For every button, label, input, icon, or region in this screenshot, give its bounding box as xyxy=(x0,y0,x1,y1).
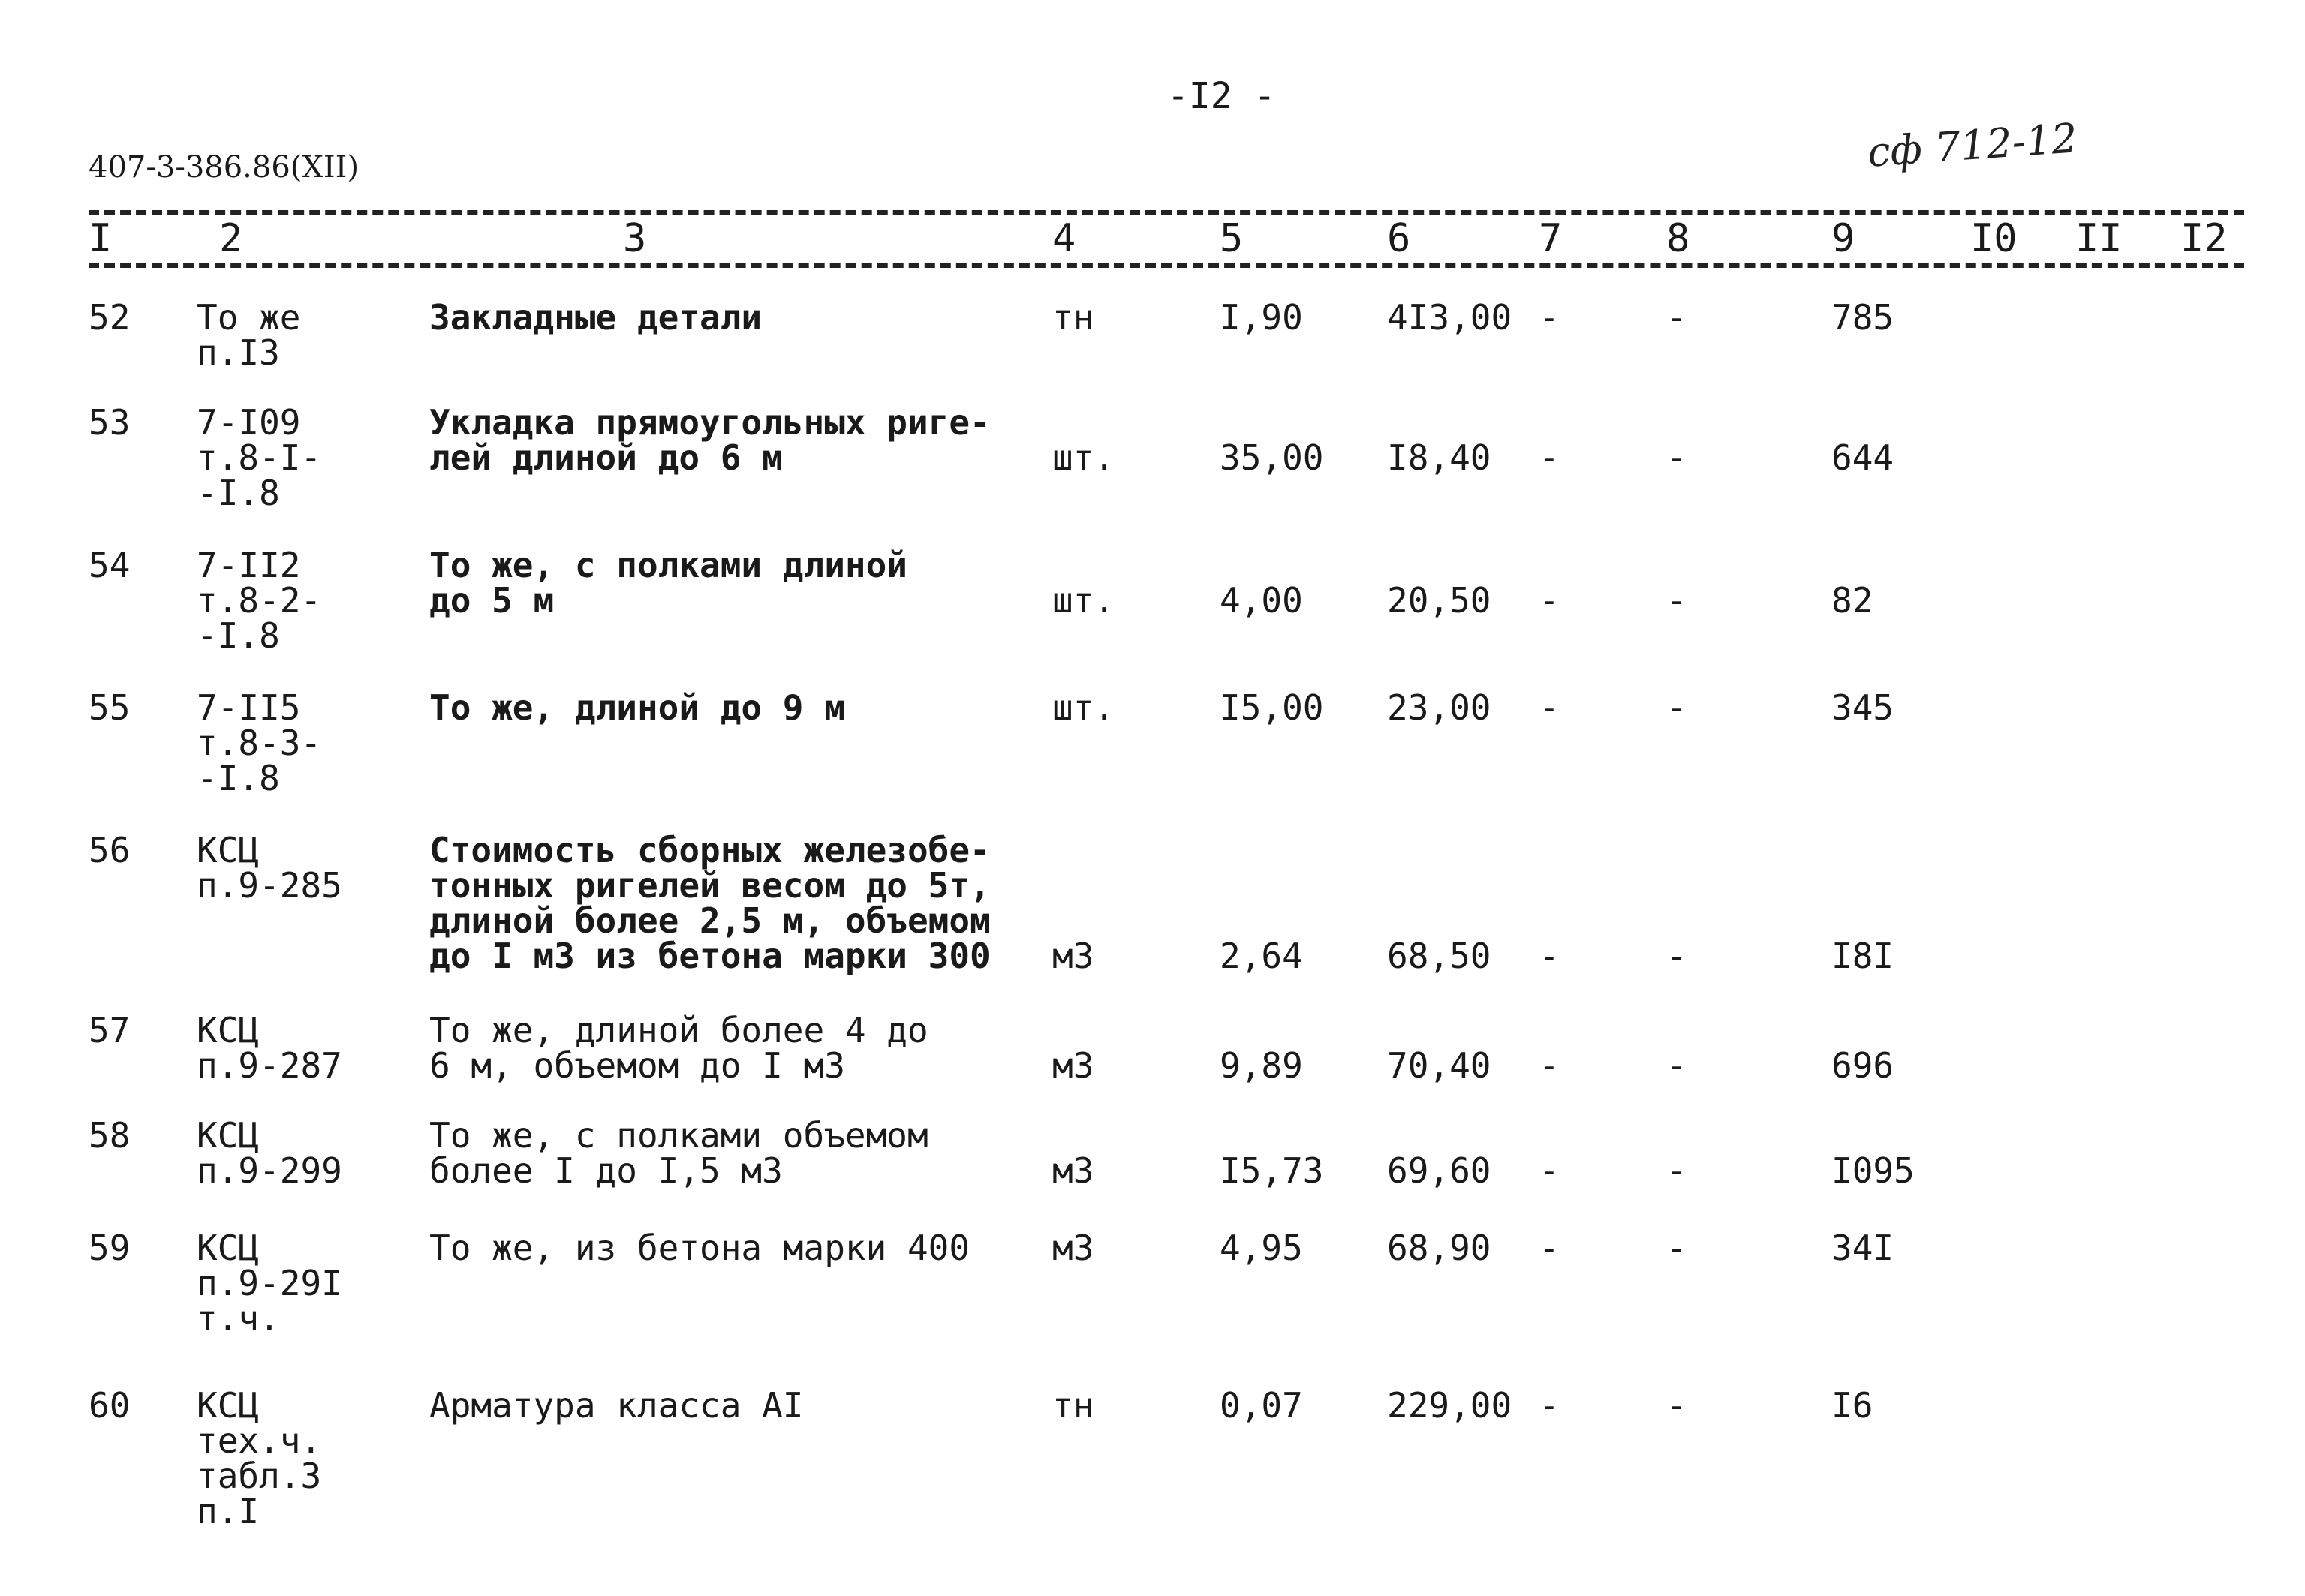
cell-desc: Арматура класса AI xyxy=(429,1385,804,1426)
cell-code: КСЦ п.9-287 xyxy=(197,1010,342,1086)
cell-qty: I,90 xyxy=(1220,297,1303,338)
cell-unit: м3 xyxy=(1052,1045,1094,1086)
cell-unit: м3 xyxy=(1052,936,1094,976)
cell-qty: I5,00 xyxy=(1220,687,1324,728)
cell-c8: - xyxy=(1666,936,1687,976)
cell-unit: тн xyxy=(1052,1385,1094,1426)
column-number-6: 6 xyxy=(1387,216,1411,261)
cell-c7: - xyxy=(1539,297,1560,338)
cell-code: КСЦ тех.ч. табл.3 п.I xyxy=(197,1385,322,1531)
document-reference: 407-3-386.86(XII) xyxy=(89,150,360,185)
cell-desc: Укладка прямоугольных риге- лей длиной до 6 м xyxy=(429,402,991,478)
cell-c7: - xyxy=(1539,1228,1560,1268)
dashed-rule-top xyxy=(89,210,2244,215)
cell-desc: То же, длиной более 4 до 6 м, объемом до I м3 xyxy=(429,1010,928,1086)
cell-c7: - xyxy=(1539,1385,1560,1426)
cell-code: КСЦ п.9-29I т.ч. xyxy=(197,1228,342,1339)
column-number-9: 9 xyxy=(1831,216,1855,261)
cell-unit: шт. xyxy=(1052,580,1115,621)
cell-qty: 9,89 xyxy=(1220,1045,1303,1086)
cell-num: 60 xyxy=(89,1385,131,1426)
cell-unit: шт. xyxy=(1052,437,1115,478)
column-number-8: 8 xyxy=(1666,216,1690,261)
cell-qty: 2,64 xyxy=(1220,936,1303,976)
cell-num: 54 xyxy=(89,545,131,585)
cell-desc: То же, из бетона марки 400 xyxy=(429,1228,970,1268)
column-number-10: I0 xyxy=(1970,216,2018,261)
cell-price: 69,60 xyxy=(1387,1150,1491,1191)
dashed-rule-header xyxy=(89,263,2244,268)
cell-price: 70,40 xyxy=(1387,1045,1491,1086)
cell-c8: - xyxy=(1666,1045,1687,1086)
cell-price: 20,50 xyxy=(1387,580,1491,621)
cell-price: I8,40 xyxy=(1387,437,1491,478)
cell-c8: - xyxy=(1666,580,1687,621)
handwritten-note: сф 712-12 xyxy=(1866,114,2079,176)
cell-price: 68,50 xyxy=(1387,936,1491,976)
cell-unit: шт. xyxy=(1052,687,1115,728)
column-number-11: II xyxy=(2075,216,2123,261)
cell-code: 7-II2 т.8-2- -I.8 xyxy=(197,545,322,656)
cell-total: 34I xyxy=(1831,1228,1894,1268)
cell-c8: - xyxy=(1666,1385,1687,1426)
cell-num: 57 xyxy=(89,1010,131,1050)
cell-c7: - xyxy=(1539,1150,1560,1191)
cell-qty: 35,00 xyxy=(1220,437,1324,478)
cell-price: 229,00 xyxy=(1387,1385,1512,1426)
cell-c8: - xyxy=(1666,437,1687,478)
cell-c7: - xyxy=(1539,687,1560,728)
cell-c8: - xyxy=(1666,1228,1687,1268)
cell-total: 345 xyxy=(1831,687,1894,728)
cell-code: 7-I09 т.8-I- -I.8 xyxy=(197,402,322,513)
cell-c7: - xyxy=(1539,437,1560,478)
cell-c7: - xyxy=(1539,936,1560,976)
column-number-7: 7 xyxy=(1539,216,1563,261)
cell-qty: 4,00 xyxy=(1220,580,1303,621)
column-number-5: 5 xyxy=(1220,216,1244,261)
cell-c8: - xyxy=(1666,1150,1687,1191)
cell-c7: - xyxy=(1539,1045,1560,1086)
cell-total: 696 xyxy=(1831,1045,1894,1086)
cell-desc: Закладные детали xyxy=(429,297,763,338)
cell-qty: 4,95 xyxy=(1220,1228,1303,1268)
cell-num: 55 xyxy=(89,687,131,728)
cell-qty: I5,73 xyxy=(1220,1150,1324,1191)
cell-code: 7-II5 т.8-3- -I.8 xyxy=(197,687,322,798)
cell-unit: тн xyxy=(1052,297,1094,338)
cell-price: 23,00 xyxy=(1387,687,1491,728)
cell-c8: - xyxy=(1666,297,1687,338)
cell-total: I095 xyxy=(1831,1150,1915,1191)
cell-total: 644 xyxy=(1831,437,1894,478)
column-number-3: 3 xyxy=(623,216,647,261)
cell-code: КСЦ п.9-299 xyxy=(197,1115,342,1191)
column-number-1: I xyxy=(89,216,113,261)
cell-desc: Стоимость сборных железобе- тонных ригелей весом до 5т, длиной более 2,5 м, объемом до I м3 из бетона марки 300 xyxy=(429,830,991,976)
cell-num: 56 xyxy=(89,830,131,870)
column-number-4: 4 xyxy=(1052,216,1076,261)
cell-num: 58 xyxy=(89,1115,131,1156)
cell-num: 52 xyxy=(89,297,131,338)
cell-unit: м3 xyxy=(1052,1228,1094,1268)
page-number: -I2 - xyxy=(1167,75,1276,117)
cell-total: I6 xyxy=(1831,1385,1873,1426)
cell-c7: - xyxy=(1539,580,1560,621)
cell-unit: м3 xyxy=(1052,1150,1094,1191)
cell-desc: То же, с полками длиной до 5 м xyxy=(429,545,907,621)
column-number-2: 2 xyxy=(219,216,243,261)
cell-total: 82 xyxy=(1831,580,1873,621)
cell-qty: 0,07 xyxy=(1220,1385,1303,1426)
cell-code: КСЦ п.9-285 xyxy=(197,830,342,906)
cell-desc: То же, длиной до 9 м xyxy=(429,687,845,728)
cell-num: 53 xyxy=(89,402,131,443)
cell-c8: - xyxy=(1666,687,1687,728)
cell-total: 785 xyxy=(1831,297,1894,338)
cell-code: То же п.I3 xyxy=(197,297,301,373)
cell-num: 59 xyxy=(89,1228,131,1268)
cell-price: 4I3,00 xyxy=(1387,297,1512,338)
cell-price: 68,90 xyxy=(1387,1228,1491,1268)
cell-total: I8I xyxy=(1831,936,1894,976)
cell-desc: То же, с полками объемом более I до I,5 м3 xyxy=(429,1115,928,1191)
column-number-12: I2 xyxy=(2180,216,2228,261)
